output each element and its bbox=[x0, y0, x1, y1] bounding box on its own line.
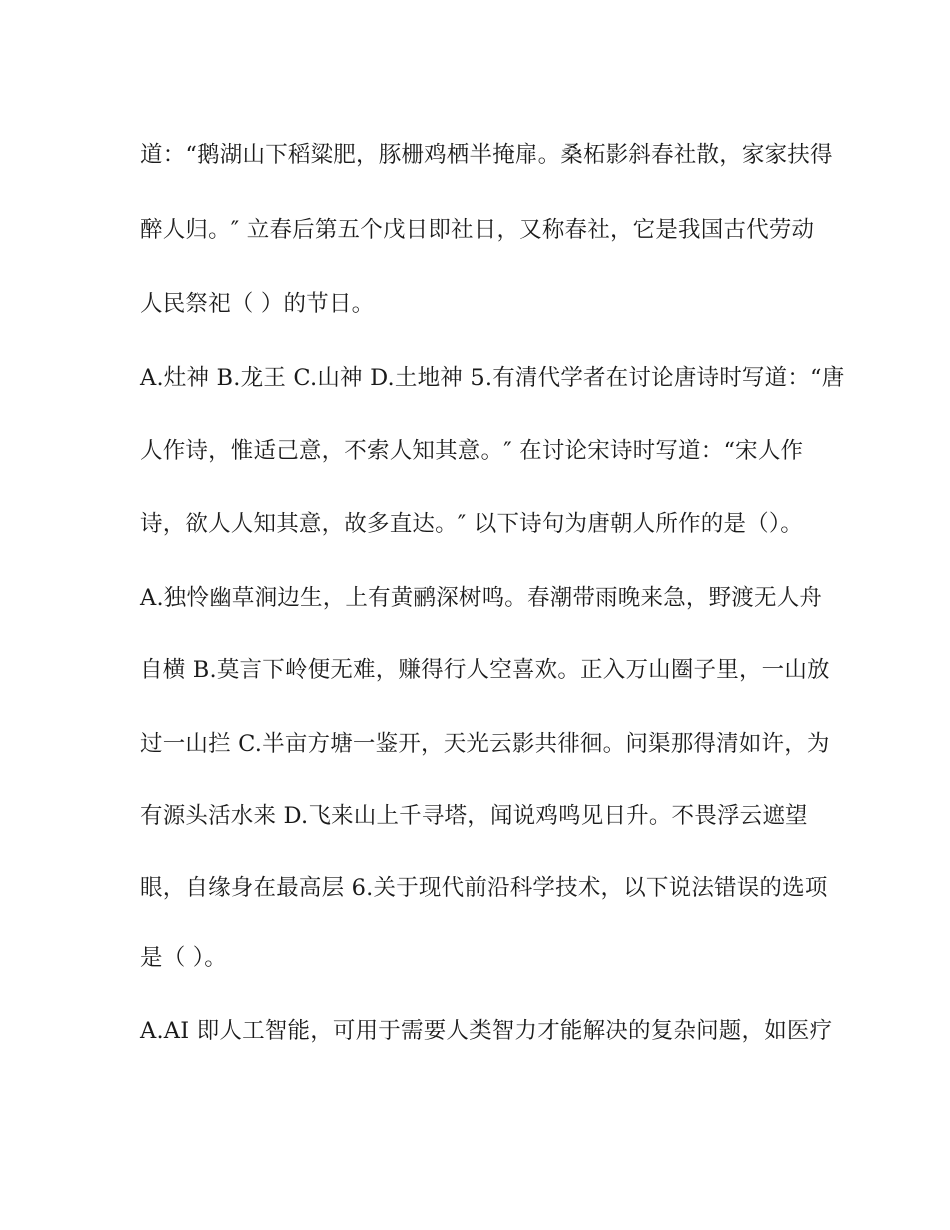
text-line: A.灶神 B.龙王 C.山神 D.土地神 5.有清代学者在讨论唐诗时写道：“唐 bbox=[140, 365, 845, 391]
text-line: 道：“鹅湖山下稻粱肥，豚栅鸡栖半掩扉。桑柘影斜春社散，家家扶得 bbox=[140, 142, 833, 168]
text-line: 眼，自缘身在最高层 6.关于现代前沿科学技术，以下说法错误的选项 bbox=[140, 875, 828, 901]
text-line: 人民祭祀（ ）的节日。 bbox=[140, 291, 375, 317]
text-line: 过一山拦 C.半亩方塘一鉴开，天光云影共徘徊。问渠那得清如许，为 bbox=[140, 731, 830, 757]
text-line: 诗，欲人人知其意，故多直达。″ 以下诗句为唐朝人所作的是（）。 bbox=[140, 511, 804, 537]
text-line: 人作诗，惟适己意，不索人知其意。″ 在讨论宋诗时写道：“宋人作 bbox=[140, 438, 804, 464]
text-line: 自横 B.莫言下岭便无难，赚得行人空喜欢。正入万山圈子里，一山放 bbox=[140, 657, 830, 683]
text-line: A.AI 即人工智能，可用于需要人类智力才能解决的复杂问题，如医疗 bbox=[140, 1018, 833, 1044]
text-line: 有源头活水来 D.飞来山上千寻塔，闻说鸡鸣见日升。不畏浮云遮望 bbox=[140, 803, 808, 829]
text-line: 是（ ）。 bbox=[140, 945, 227, 971]
text-line: A.独怜幽草涧边生，上有黄鹂深树鸣。春潮带雨晚来急，野渡无人舟 bbox=[140, 585, 823, 611]
text-line: 醉人归。″ 立春后第五个戊日即社日，又称春社，它是我国古代劳动 bbox=[140, 217, 815, 243]
